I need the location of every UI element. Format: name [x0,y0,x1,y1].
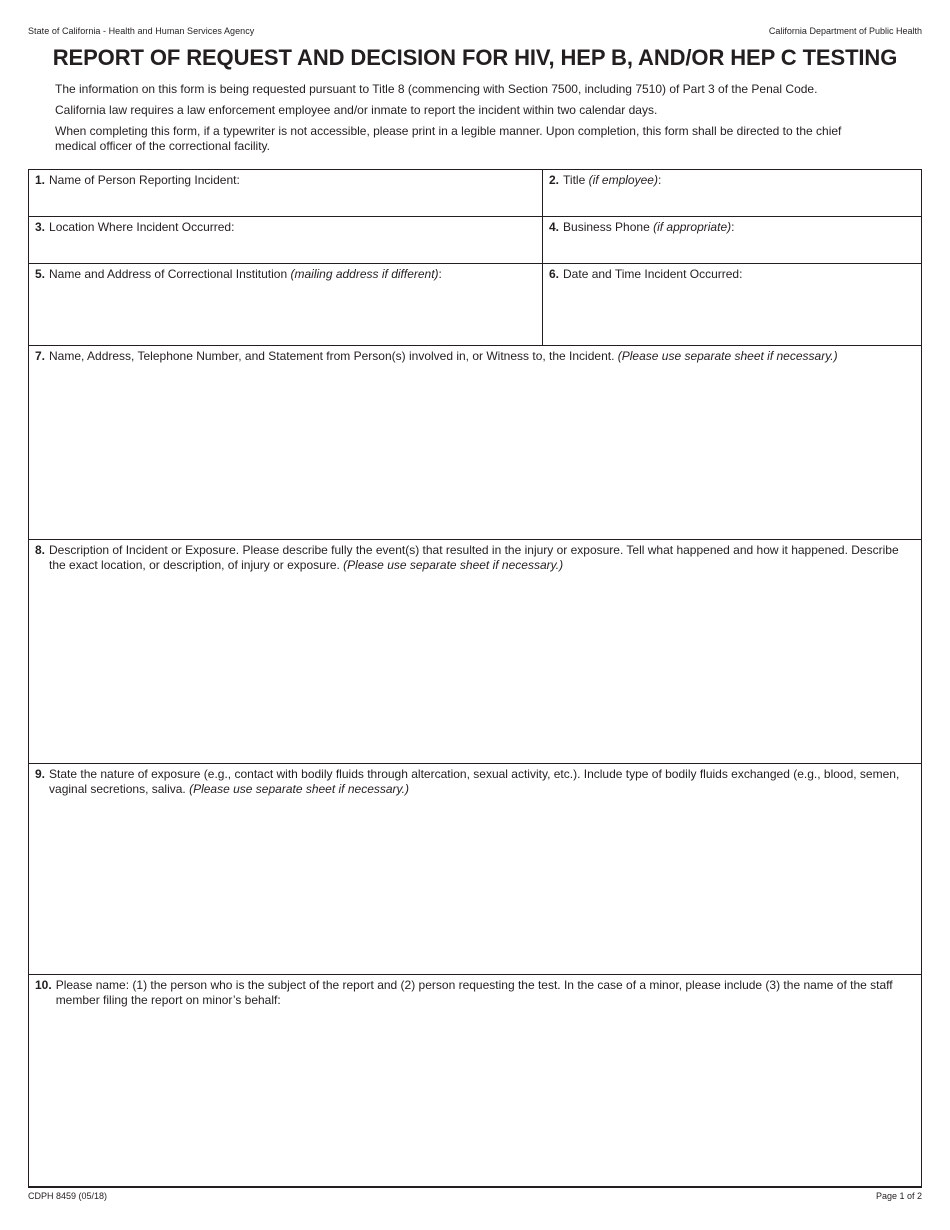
field-label-suffix: : [731,220,735,234]
field-number: 5. [35,267,46,281]
field-note: (mailing address if different) [290,267,439,281]
form-row [29,540,921,764]
intro-paragraph-instructions: When completing this form, if a typewriter is not accessible, please print in a legible manner. Upon completion, this form shall be directed to the chief medical officer of the correctional facility. [55,124,842,153]
field-note: (if employee) [588,173,658,187]
form-id: CDPH 8459 (05/18) [28,1191,108,1201]
form-row [29,975,921,1187]
page-title: REPORT OF REQUEST AND DECISION FOR HIV, HEP B, AND/OR HEP C TESTING [52,45,898,70]
field-number: 4. [549,220,560,234]
field-number: 6. [549,267,560,281]
field-label [29,170,542,188]
field-label [29,264,542,282]
field-label-suffix: : [438,267,442,281]
field-institution-name-address[interactable] [29,264,543,345]
field-label [543,217,921,235]
field-number: 7. [35,349,46,363]
field-label-text: Business Phone [563,220,654,234]
field-label [543,264,921,282]
form-row [29,346,921,540]
field-title[interactable] [543,170,921,216]
field-label-text: Name of Person Reporting Incident: [49,173,240,187]
field-incident-date-time[interactable] [543,264,921,345]
form-row [29,764,921,975]
field-note: (if appropriate) [653,220,732,234]
intro-paragraph-legal: The information on this form is being requested pursuant to Title 8 (commencing with Section 7500, including 7510) of Part 3 of the Penal Code. [55,82,818,96]
field-label-text: Description of Incident or Exposure. Please describe fully the event(s) that resulted in the injury or exposure. Tell what happened and how it happened. Describe the exact location, or description, of injury or exposure. [49,543,899,572]
field-label-text: Please name: (1) the person who is the subject of the report and (2) person requesting the test. In the case of a minor, please include (3) the name of the staff member filing the report on minor’s behalf: [55,978,893,1007]
field-persons-named[interactable] [29,975,921,1187]
field-note: (Please use separate sheet if necessary.) [343,558,564,572]
field-exposure-nature[interactable] [29,764,921,974]
field-label [29,346,921,364]
field-incident-description[interactable] [29,540,921,763]
field-number: 8. [35,543,46,557]
field-witness-statements[interactable] [29,346,921,539]
field-label [29,975,921,1008]
field-label [29,217,542,235]
field-business-phone[interactable] [543,217,921,263]
agency-name: State of California - Health and Human Services Agency [28,26,255,36]
field-reporter-name[interactable] [29,170,543,216]
field-label-suffix: : [657,173,662,187]
field-number: 1. [35,173,46,187]
field-label-text: Title [563,173,589,187]
report-form [28,169,922,1188]
form-row [29,264,921,346]
field-label-text: Location Where Incident Occurred: [49,220,235,234]
field-label [29,540,921,573]
field-label-text: State the nature of exposure (e.g., contact with bodily fluids through altercation, sexual activity, etc.). Include type of bodily fluids exchanged (e.g., blood, semen, vaginal secretions, saliva. [49,767,900,796]
field-number: 2. [549,173,560,187]
page-number: Page 1 of 2 [875,1191,922,1201]
field-label-text: Name and Address of Correctional Institution [49,267,291,281]
form-row [29,170,921,217]
field-note: (Please use separate sheet if necessary.) [617,349,838,363]
form-row [29,217,921,264]
field-note: (Please use separate sheet if necessary.) [189,782,409,796]
field-number: 3. [35,220,46,234]
field-label-text: Date and Time Incident Occurred: [563,267,743,281]
field-incident-location[interactable] [29,217,543,263]
department-name: California Department of Public Health [768,26,922,36]
field-label [543,170,921,188]
intro-paragraph-deadline: California law requires a law enforcement employee and/or inmate to report the incident within two calendar days. [55,103,658,117]
field-number: 9. [35,767,46,781]
field-label [29,764,921,797]
field-label-text: Name, Address, Telephone Number, and Statement from Person(s) involved in, or Witness to, the Incident. [49,349,618,363]
field-number: 10. [35,978,52,992]
